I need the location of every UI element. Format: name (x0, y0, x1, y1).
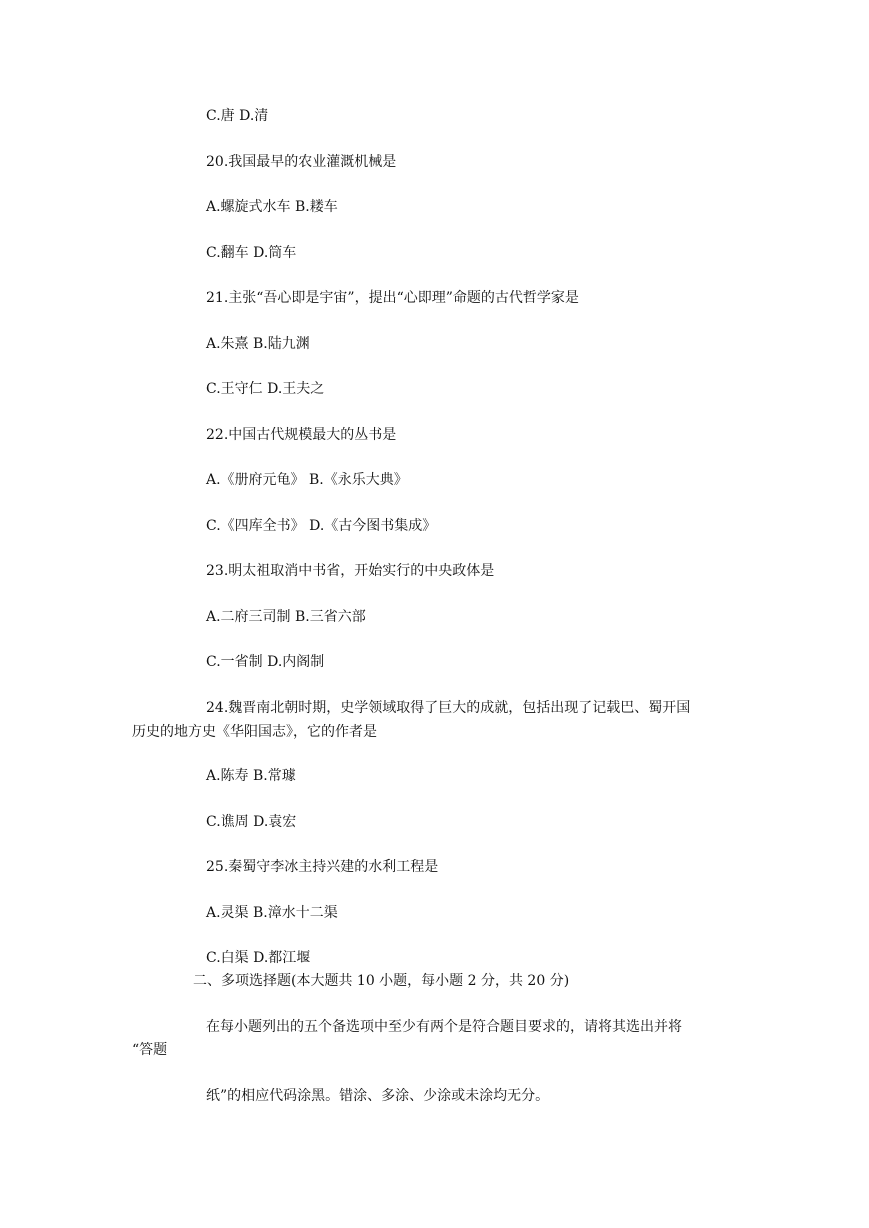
q21-options-ab: A.朱熹 B.陆九渊 (206, 336, 310, 352)
q21-options-cd: C.王守仁 D.王夫之 (206, 381, 325, 397)
q20-stem: 20.我国最早的农业灌溉机械是 (206, 154, 397, 170)
section-heading: 二、多项选择题(本大题共 10 小题，每小题 2 分，共 20 分) (193, 973, 570, 989)
q20-options-ab: A.螺旋式水车 B.耧车 (206, 199, 338, 215)
q22-options-cd: C.《四库全书》 D.《古今图书集成》 (206, 518, 437, 534)
section-instructions-line3: 纸”的相应代码涂黑。错涂、多涂、少涂或未涂均无分。 (206, 1088, 550, 1104)
q23-options-cd: C.一省制 D.内阁制 (206, 654, 325, 670)
q20-options-cd: C.翻车 D.筒车 (206, 245, 297, 261)
q22-stem: 22.中国古代规模最大的丛书是 (206, 427, 397, 443)
section-instructions-line2: “答题 (132, 1042, 168, 1058)
q25-options-cd: C.白渠 D.都江堰 (206, 950, 311, 966)
q23-stem: 23.明太祖取消中书省，开始实行的中央政体是 (206, 563, 495, 579)
q24-options-ab: A.陈寿 B.常璩 (206, 768, 296, 784)
q25-stem: 25.秦蜀守李冰主持兴建的水利工程是 (206, 859, 439, 875)
q23-options-ab: A.二府三司制 B.三省六部 (206, 609, 366, 625)
q21-stem: 21.主张“吾心即是宇宙”，提出“心即理”命题的古代哲学家是 (206, 290, 579, 306)
q22-options-ab: A.《册府元龟》 B.《永乐大典》 (206, 472, 408, 488)
q25-options-ab: A.灵渠 B.漳水十二渠 (206, 905, 338, 921)
q24-stem-line2: 历史的地方史《华阳国志》，它的作者是 (132, 724, 377, 740)
section-instructions-line1: 在每小题列出的五个备选项中至少有两个是符合题目要求的，请将其选出并将 (206, 1019, 682, 1035)
q24-options-cd: C.谯周 D.袁宏 (206, 814, 297, 830)
q19-options-cd: C.唐 D.清 (206, 108, 269, 124)
q24-stem-line1: 24.魏晋南北朝时期，史学领域取得了巨大的成就，包括出现了记载巴、蜀开国 (206, 700, 691, 716)
